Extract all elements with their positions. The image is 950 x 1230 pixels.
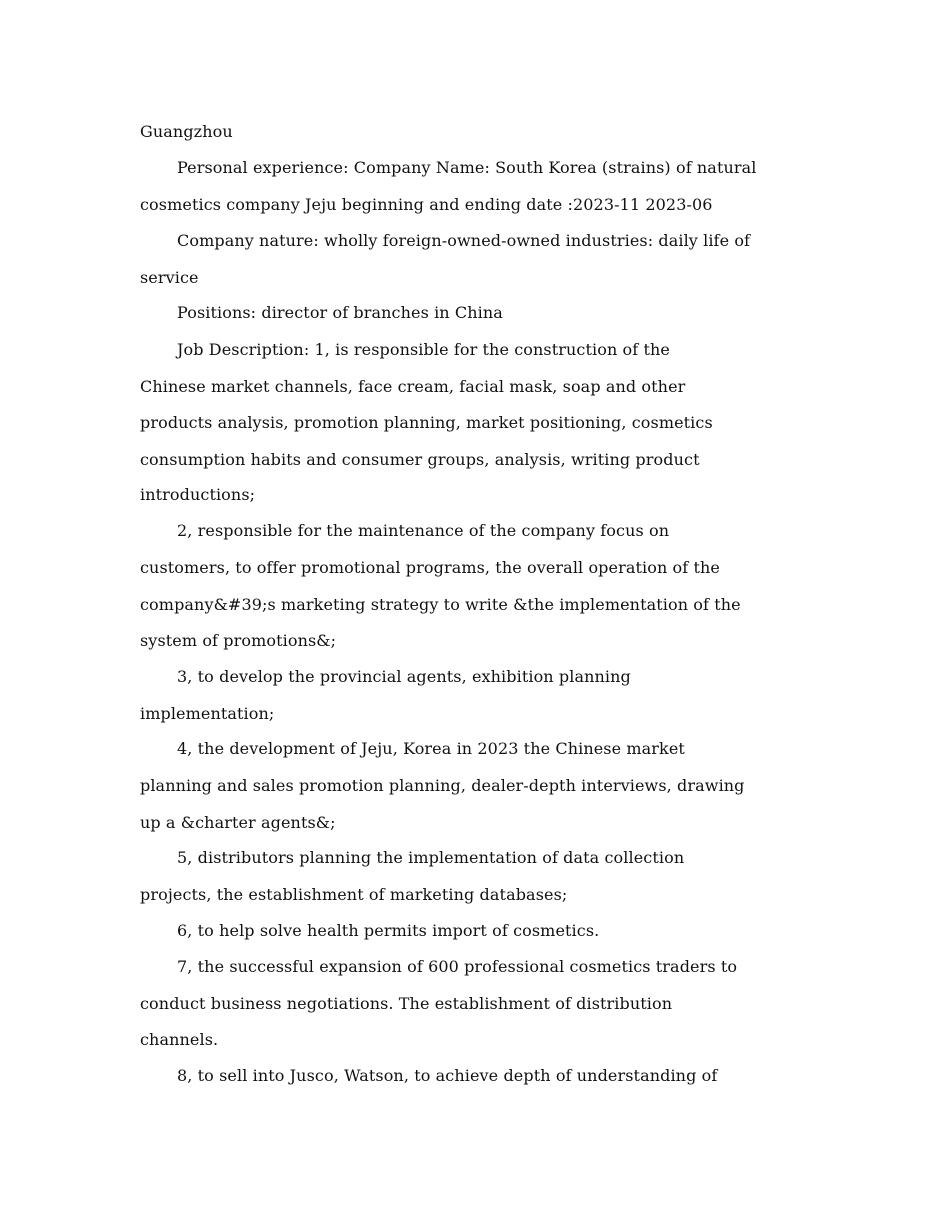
paragraph-line: Personal experience: Company Name: South Korea (strains) of natural	[177, 158, 757, 177]
paragraph-line: implementation;	[140, 704, 275, 723]
paragraph-line: products analysis, promotion planning, market positioning, cosmetics	[140, 413, 713, 432]
paragraph-line: 4, the development of Jeju, Korea in 2023 the Chinese market	[177, 739, 685, 758]
location-line: Guangzhou	[140, 122, 233, 141]
paragraph-line: service	[140, 268, 199, 287]
paragraph-line: company&#39;s marketing strategy to write &the implementation of the	[140, 595, 741, 614]
paragraph-line: Job Description: 1, is responsible for the construction of the	[177, 340, 670, 359]
paragraph-line: planning and sales promotion planning, dealer-depth interviews, drawing	[140, 776, 745, 795]
paragraph-line: projects, the establishment of marketing databases;	[140, 885, 568, 904]
paragraph-line: cosmetics company Jeju beginning and ending date :2023-11 2023-06	[140, 195, 713, 214]
paragraph-line: 8, to sell into Jusco, Watson, to achieve depth of understanding of	[177, 1066, 718, 1085]
paragraph-line: conduct business negotiations. The establishment of distribution	[140, 994, 673, 1013]
paragraph-line: 7, the successful expansion of 600 professional cosmetics traders to	[177, 957, 738, 976]
paragraph-line: system of promotions&;	[140, 631, 337, 650]
paragraph-line: 6, to help solve health permits import of cosmetics.	[177, 921, 600, 940]
paragraph-line: Company nature: wholly foreign-owned-owned industries: daily life of	[177, 231, 751, 250]
paragraph-line: Positions: director of branches in China	[177, 303, 503, 322]
paragraph-line: 5, distributors planning the implementation of data collection	[177, 848, 685, 867]
paragraph-line: customers, to offer promotional programs, the overall operation of the	[140, 558, 720, 577]
paragraph-line: channels.	[140, 1030, 219, 1049]
paragraph-line: introductions;	[140, 485, 256, 504]
paragraph-line: 2, responsible for the maintenance of the company focus on	[177, 521, 670, 540]
paragraph-line: up a &charter agents&;	[140, 813, 336, 832]
paragraph-line: 3, to develop the provincial agents, exhibition planning	[177, 667, 631, 686]
paragraph-line: Chinese market channels, face cream, facial mask, soap and other	[140, 377, 686, 396]
paragraph-line: consumption habits and consumer groups, analysis, writing product	[140, 450, 700, 469]
